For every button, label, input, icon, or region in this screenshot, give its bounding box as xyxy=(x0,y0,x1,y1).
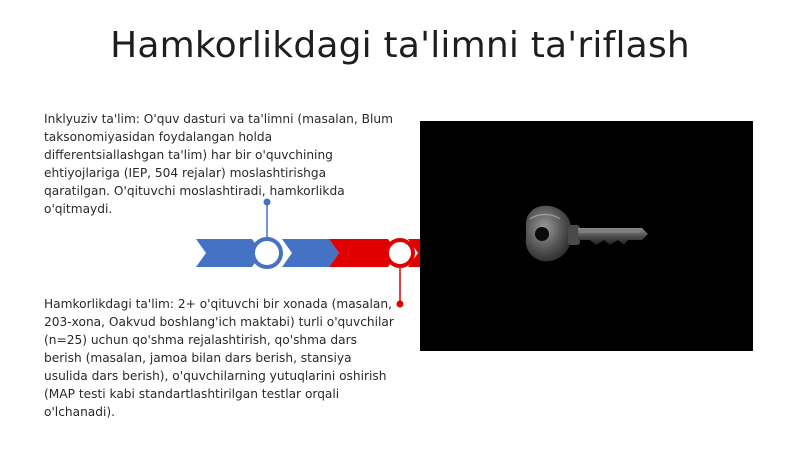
inclusive-education-text: Inklyuziv ta'lim: O'quv dasturi va ta'limni (masalan, Blum taksonomiyasidan foydalangan holda differentsiallashgan ta'lim) har bir o'quvchining ehtiyojlariga (IEP, 504 rejalar) moslashtirishga qaratilgan. O'qituvchi moslashtiradi, hamkorlikda o'qitmaydi. xyxy=(44,112,393,216)
timeline-graphic xyxy=(0,190,440,310)
timeline-connector-bottom-dot xyxy=(397,301,404,308)
timeline-chevron-blue-2 xyxy=(282,239,339,267)
slide-title: Hamkorlikdagi ta'limni ta'riflash xyxy=(110,25,690,66)
timeline-milestone-blue xyxy=(253,239,281,267)
key-photo xyxy=(420,121,753,351)
timeline-connector-top-dot xyxy=(264,199,271,206)
collaborative-education-text: Hamkorlikdagi ta'lim: 2+ o'qituvchi bir xonada (masalan, 203-xona, Oakvud boshlang'ich maktabi) turli o'quvchilar (n=25) uchun qo'shma rejalashtirish, qo'shma dars berish (masalan, jamoa bilan dars berish, stansiya usulida dars berish), o'quvchilarning yutuqlarini oshirish (MAP testi kabi standartlashtirilgan testlar orqali o'lchanadi). xyxy=(44,297,394,419)
timeline-milestone-red xyxy=(387,240,413,266)
key-icon xyxy=(420,121,753,351)
